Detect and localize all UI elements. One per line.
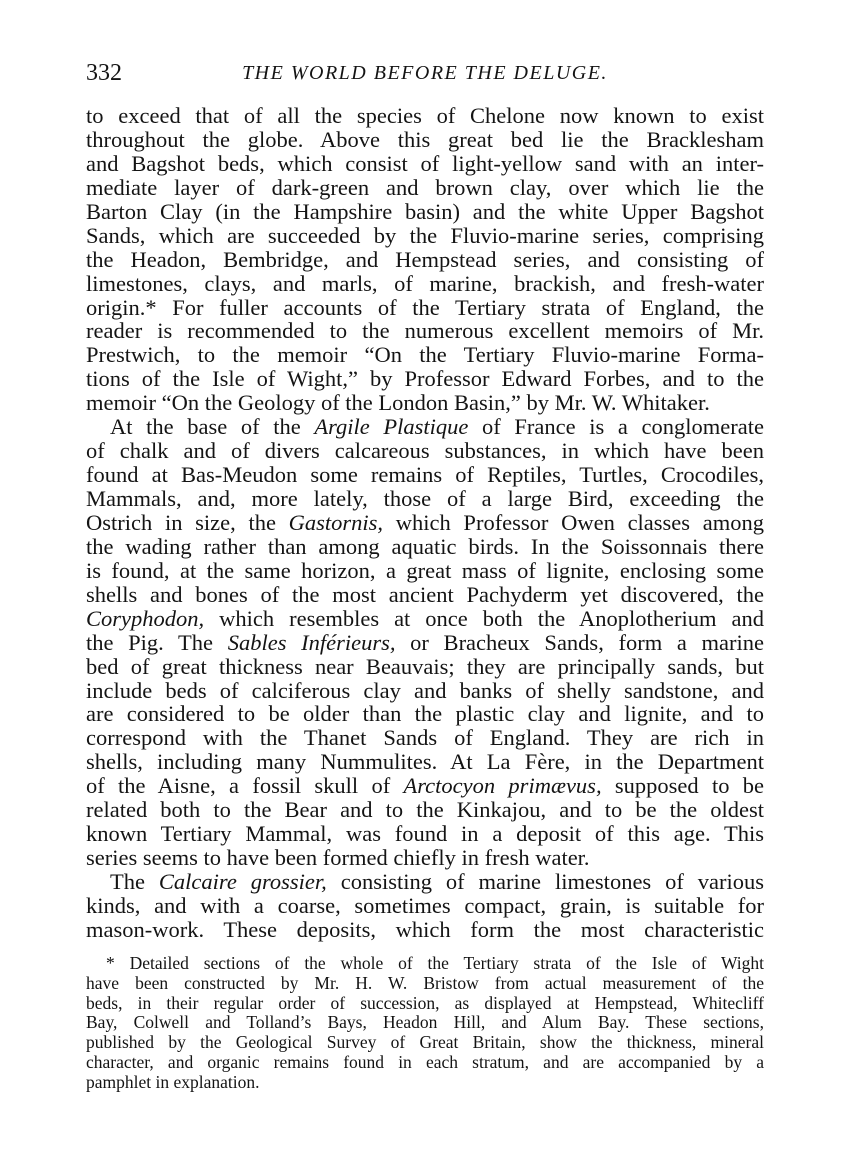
text-line: correspond with the Thanet Sands of England. They are rich in [86,725,764,751]
text-line: to exceed that of all the species of Chelone now known to exist [86,103,764,128]
page-header [86,58,764,88]
text-line [86,415,764,439]
footnote-line: beds, in their regular order of succession, as displayed at Hempstead, Whitecliff [86,992,764,1013]
text-line: known Tertiary Mammal, was found in a deposit of this age. This [86,821,764,847]
text-line: shells and bones of the most ancient Pachyderm yet discovered, the [86,581,764,607]
text-line: series seems to have been formed chiefly in fresh water. [86,845,590,871]
text-line: Sands, which are succeeded by the Fluvio-marine series, comprising [86,222,764,248]
text-line: limestones, clays, and marls, of marine, brackish, and fresh-water [86,270,764,296]
text-line: bed of great thickness near Beauvais; they are principally sands, but [86,653,764,679]
text-line [86,774,764,798]
text-run: or Bracheux Sands, form a marine [395,629,765,655]
text-line: throughout the globe. Above this great bed lie the Bracklesham [86,126,764,152]
text-run: of the Aisne, a fossil skull of [86,773,404,799]
text-run: consisting of marine limestones of various [326,869,764,894]
text-line: are considered to be older than the plastic clay and lignite, and to [86,701,764,727]
italic-term: Calcaire grossier, [158,869,327,894]
text-run: Ostrich in size, the [86,509,289,535]
italic-term: Sables Inférieurs, [227,629,396,655]
text-line: shells, including many Nummulites. At La Fère, in the Department [86,749,764,775]
text-line: is found, at the same horizon, a great mass of lignite, enclosing some [86,557,764,583]
text-line: mason-work. These deposits, which form the most characteristic [86,916,764,942]
text-line: Barton Clay (in the Hampshire basin) and the white Upper Bagshot [86,198,764,224]
footnote-line: pamphlet in explanation. [86,1071,260,1092]
text-run: which Professor Owen classes among [383,509,764,535]
running-title: THE WORLD BEFORE THE DELUGE. [242,62,608,84]
text-line: related both to the Bear and to the Kinkajou, and to be the oldest [86,797,764,823]
text-line: mediate layer of dark-green and brown clay, over which lie the [86,174,764,200]
footnote-line: have been constructed by Mr. H. W. Bristow from actual measurement of the [86,972,764,993]
text-line: tions of the Isle of Wight,” by Professor Edward Forbes, and to the [86,366,764,392]
footnote-line: published by the Geological Survey of Great Britain, show the thickness, mineral [86,1032,764,1053]
text-line: and Bagshot beds, which consist of light-yellow sand with an inter- [86,150,764,176]
text-line: of chalk and of divers calcareous substances, in which have been [86,438,764,464]
text-run: The [110,869,159,894]
text-line: found at Bas-Meudon some remains of Reptiles, Turtles, Crocodiles, [86,462,764,488]
text-line: the wading rather than among aquatic birds. In the Soissonnais there [86,533,764,559]
italic-term: Gastornis, [288,509,384,535]
body-text [86,104,764,942]
footnote-line: * Detailed sections of the whole of the Tertiary strata of the Isle of Wight [106,953,764,973]
text-line: origin.* For fuller accounts of the Tertiary strata of England, the [86,294,764,320]
text-run: of France is a conglomerate [468,414,764,440]
text-line [86,631,764,655]
text-line: kinds, and with a coarse, sometimes compact, grain, is suitable for [86,892,764,918]
text-line: Mammals, and, more lately, those of a large Bird, exceeding the [86,486,764,511]
footnote-line: Bay, Colwell and Tolland’s Bays, Headon Hill, and Alum Bay. These sections, [86,1012,764,1033]
text-run: supposed to be [601,773,764,799]
text-line [86,870,764,894]
text-run: which resembles at once both the Anoplotherium and [204,605,764,631]
text-run: At the base of the [110,414,315,440]
footnote-line: character, and organic remains found in each stratum, and are accompanied by a [86,1051,764,1072]
italic-term: Argile Plastique [314,414,469,440]
text-run: the Pig. The [86,629,228,655]
text-line: include beds of calciferous clay and banks of shelly sandstone, and [86,677,764,703]
italic-term: Arctocyon primævus, [403,773,602,799]
page-number: 332 [86,60,122,86]
footnote [86,954,764,1093]
text-line: reader is recommended to the numerous excellent memoirs of Mr. [86,318,764,344]
text-line: memoir “On the Geology of the London Basin,” by Mr. W. Whitaker. [86,390,710,416]
italic-term: Coryphodon, [86,605,205,631]
text-line [86,607,764,631]
text-line [86,511,764,535]
text-line: the Headon, Bembridge, and Hempstead series, and consisting of [86,246,764,272]
text-line: Prestwich, to the memoir “On the Tertiary Fluvio-marine Forma- [86,342,764,368]
